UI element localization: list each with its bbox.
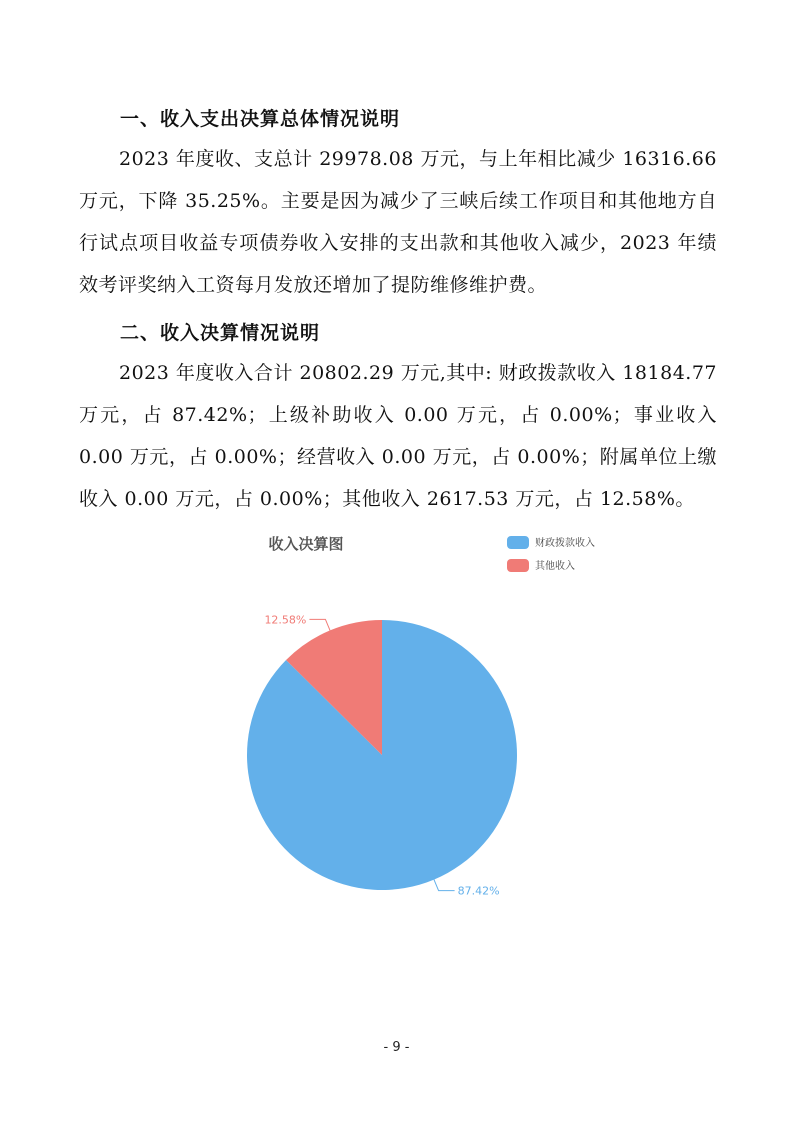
chart-title: 收入决算图 xyxy=(268,535,344,553)
legend-swatch-1 xyxy=(507,536,529,549)
section-paragraph-1: 2023 年度收、支总计 29978.08 万元，与上年相比减少 16316.66 万元，下降 35.25%。主要是因为减少了三峡后续工作项目和其他地方自行试点项目收益专项债券收入安排的支出款和其他收入减少，2023 年绩效考评奖纳入工资每月发放还增加了提防维修维护费。 xyxy=(79,148,717,296)
section-heading-1: 一、收入支出决算总体情况说明 xyxy=(120,108,401,130)
pie-label-line-1 xyxy=(434,880,455,891)
legend-swatch-2 xyxy=(507,559,529,572)
chart-legend xyxy=(507,536,595,572)
income-pie-chart xyxy=(220,525,595,915)
pie-slices xyxy=(247,620,517,890)
pie-label-1: 87.42% xyxy=(457,884,500,898)
legend-label-2: 其他收入 xyxy=(535,561,575,572)
pie-label-2: 12.58% xyxy=(264,613,307,627)
section-paragraph-2: 2023 年度收入合计 20802.29 万元,其中: 财政拨款收入 18184.77 万元，占 87.42%；上级补助收入 0.00 万元，占 0.00%；事业收入 0.00 万元，占 0.00%；经营收入 0.00 万元，占 0.00%；附属单位上缴收入 0.00 万元，占 0.00%；其他收入 2617.53 万元，占 12.58%。 xyxy=(79,362,717,510)
page-number: - 9 - xyxy=(383,1040,410,1055)
section-heading-2: 二、收入决算情况说明 xyxy=(120,322,321,344)
legend-label-1: 财政拨款收入 xyxy=(535,538,595,549)
pie-label-line-2 xyxy=(309,619,330,630)
